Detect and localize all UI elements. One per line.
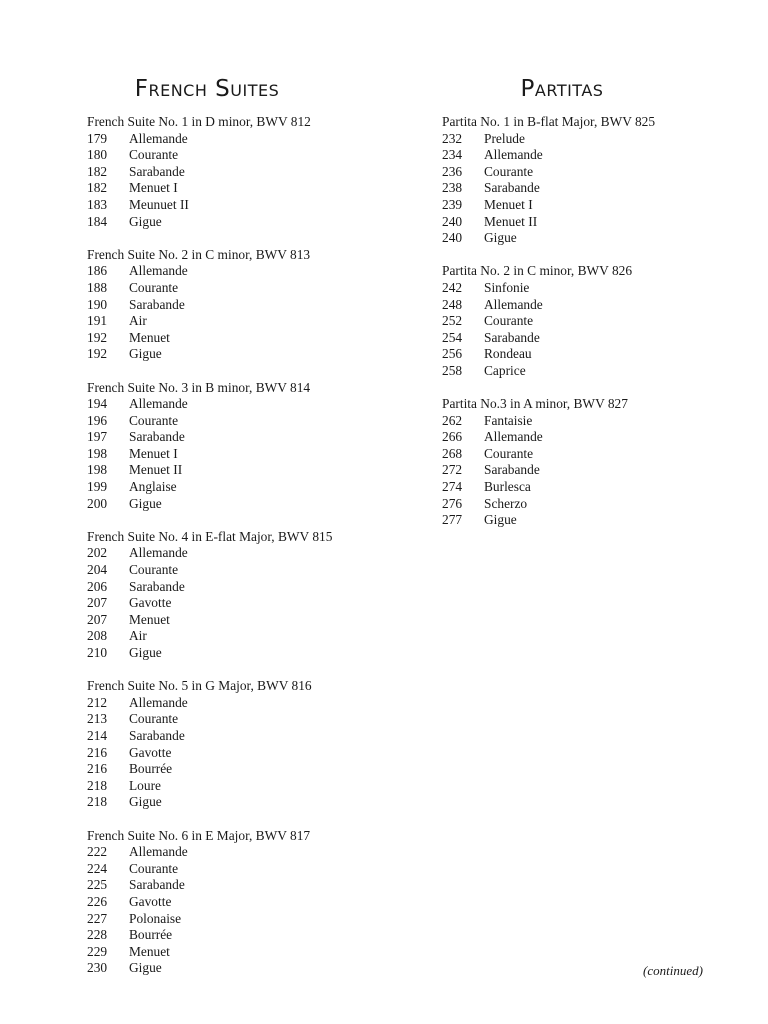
movement-name: Sarabande xyxy=(129,877,185,893)
movement-row xyxy=(442,280,742,297)
page-number: 191 xyxy=(87,313,108,329)
movement-name: Sarabande xyxy=(129,163,185,179)
page-number: 192 xyxy=(87,346,108,362)
movement-name: Scherzo xyxy=(484,495,528,511)
movement-row xyxy=(87,944,407,961)
page-number: 240 xyxy=(442,230,463,246)
movement-row xyxy=(87,147,407,164)
page-number: 222 xyxy=(87,844,108,860)
suite-title: French Suite No. 6 in E Major, BWV 817 xyxy=(87,827,311,843)
movement-name: Courante xyxy=(129,279,179,295)
movement-row xyxy=(87,479,407,496)
movement-row xyxy=(87,297,407,314)
continued-note: (continued) xyxy=(643,963,703,978)
page-number: 199 xyxy=(87,479,108,495)
suite-block xyxy=(442,396,742,529)
movement-row xyxy=(442,363,742,380)
movement-name: Courante xyxy=(484,313,534,329)
movement-row xyxy=(87,595,407,612)
movement-name: Allemande xyxy=(129,263,188,279)
heading-text: French Suites xyxy=(134,76,280,102)
movement-row xyxy=(442,147,742,164)
movement-name: Courante xyxy=(129,860,179,876)
movement-name: Gigue xyxy=(129,794,162,810)
movement-row xyxy=(442,230,742,247)
page-number: 206 xyxy=(87,578,108,594)
movement-name: Caprice xyxy=(484,362,526,378)
movement-name: Menuet xyxy=(129,611,170,627)
suite-title: Partita No.3 in A minor, BWV 827 xyxy=(442,396,628,412)
movement-row xyxy=(442,429,742,446)
movement-row xyxy=(442,462,742,479)
page-number: 258 xyxy=(442,362,463,378)
movement-name: Allemande xyxy=(129,694,188,710)
movement-name: Prelude xyxy=(484,130,525,146)
suite-block xyxy=(442,263,742,379)
page-number: 218 xyxy=(87,777,108,793)
heading-text: Partitas xyxy=(520,76,604,102)
movement-row xyxy=(87,330,407,347)
page-number: 232 xyxy=(442,130,463,146)
page-number: 239 xyxy=(442,196,463,212)
movement-name: Gigue xyxy=(484,512,517,528)
movement-name: Burlesca xyxy=(484,479,531,495)
partitas-heading xyxy=(442,72,682,106)
movement-row xyxy=(87,263,407,280)
suite-block xyxy=(87,247,407,363)
movement-name: Polonaise xyxy=(129,910,182,926)
movement-name: Menuet I xyxy=(129,445,178,461)
page-number: 214 xyxy=(87,727,108,743)
movement-name: Courante xyxy=(129,562,179,578)
page-number: 256 xyxy=(442,346,463,362)
page-number: 192 xyxy=(87,329,108,345)
movement-name: Gavotte xyxy=(129,744,172,760)
suite-block xyxy=(87,529,407,662)
page-number: 242 xyxy=(442,279,463,295)
page-number: 183 xyxy=(87,196,108,212)
movement-row xyxy=(87,413,407,430)
partitas-list xyxy=(442,114,742,529)
movement-name: Menuet II xyxy=(129,462,183,478)
page-number: 274 xyxy=(442,479,463,495)
movement-row xyxy=(442,496,742,513)
page-number: 254 xyxy=(442,329,463,345)
movement-row xyxy=(87,496,407,513)
movement-name: Rondeau xyxy=(484,346,532,362)
movement-row xyxy=(442,214,742,231)
movement-name: Air xyxy=(129,313,147,329)
suite-title: Partita No. 1 in B-flat Major, BWV 825 xyxy=(442,114,656,129)
movement-row xyxy=(87,745,407,762)
french-suites-heading xyxy=(57,72,357,106)
movement-row xyxy=(87,197,407,214)
movement-name: Sarabande xyxy=(129,727,185,743)
page-number: 230 xyxy=(87,960,108,976)
movement-row xyxy=(87,579,407,596)
page-number: 216 xyxy=(87,761,108,777)
page-number: 218 xyxy=(87,794,108,810)
movement-name: Gavotte xyxy=(129,595,172,611)
page-number: 227 xyxy=(87,910,108,926)
page-number: 190 xyxy=(87,296,108,312)
movement-name: Allemande xyxy=(484,296,543,312)
page-number: 272 xyxy=(442,462,463,478)
page-number: 197 xyxy=(87,429,108,445)
page-number: 202 xyxy=(87,545,108,561)
movement-row xyxy=(87,861,407,878)
page-number: 268 xyxy=(442,445,463,461)
movement-name: Allemande xyxy=(129,844,188,860)
movement-name: Sinfonie xyxy=(484,279,530,295)
page-number: 224 xyxy=(87,860,108,876)
page-number: 186 xyxy=(87,263,108,279)
page-number: 277 xyxy=(442,512,463,528)
page-number: 212 xyxy=(87,694,108,710)
page-number: 236 xyxy=(442,163,463,179)
page-number: 184 xyxy=(87,213,108,229)
page-number: 228 xyxy=(87,927,108,943)
movement-name: Gavotte xyxy=(129,893,172,909)
movement-row xyxy=(442,446,742,463)
movement-row xyxy=(442,512,742,529)
movement-row xyxy=(87,728,407,745)
movement-name: Sarabande xyxy=(129,429,185,445)
page-number: 207 xyxy=(87,595,108,611)
movement-row xyxy=(87,346,407,363)
movement-row xyxy=(442,297,742,314)
page-number: 225 xyxy=(87,877,108,893)
movement-name: Gigue xyxy=(129,645,162,660)
movement-name: Air xyxy=(129,628,147,644)
movement-name: Courante xyxy=(129,711,179,727)
movement-row xyxy=(87,711,407,728)
movement-name: Allemande xyxy=(129,545,188,561)
movement-row xyxy=(87,462,407,479)
movement-row xyxy=(442,197,742,214)
french-suites-column xyxy=(87,72,407,993)
movement-row xyxy=(87,778,407,795)
suite-title: French Suite No. 3 in B minor, BWV 814 xyxy=(87,379,311,395)
movement-name: Courante xyxy=(484,163,534,179)
page-number: 210 xyxy=(87,645,108,660)
page-number: 180 xyxy=(87,147,108,163)
suite-block xyxy=(87,828,407,977)
page-number: 262 xyxy=(442,412,463,428)
movement-name: Courante xyxy=(129,412,179,428)
movement-row xyxy=(442,330,742,347)
movement-name: Sarabande xyxy=(484,462,540,478)
suite-title: Partita No. 2 in C minor, BWV 826 xyxy=(442,263,633,279)
movement-row xyxy=(87,396,407,413)
partitas-column xyxy=(442,72,742,545)
movement-row xyxy=(442,131,742,148)
suite-title: French Suite No. 5 in G Major, BWV 816 xyxy=(87,678,312,694)
suite-block xyxy=(87,114,407,230)
page-number: 208 xyxy=(87,628,108,644)
movement-row xyxy=(87,180,407,197)
movement-name: Sarabande xyxy=(484,180,540,196)
movement-name: Anglaise xyxy=(129,479,177,495)
page-number: 196 xyxy=(87,412,108,428)
suite-title: French Suite No. 4 in E-flat Major, BWV 815 xyxy=(87,528,333,544)
movement-name: Sarabande xyxy=(129,296,185,312)
movement-name: Courante xyxy=(484,445,534,461)
movement-name: Gigue xyxy=(129,495,162,511)
page-number: 188 xyxy=(87,279,108,295)
movement-name: Menuet xyxy=(129,329,170,345)
page-number: 240 xyxy=(442,213,463,229)
page-number: 194 xyxy=(87,396,108,412)
movement-row xyxy=(87,429,407,446)
page-number: 266 xyxy=(442,429,463,445)
movement-row xyxy=(87,545,407,562)
page-number: 216 xyxy=(87,744,108,760)
movement-name: Meunuet II xyxy=(129,196,189,212)
movement-row xyxy=(442,180,742,197)
page-number: 182 xyxy=(87,163,108,179)
page-number: 213 xyxy=(87,711,108,727)
movement-row xyxy=(87,894,407,911)
movement-name: Menuet II xyxy=(484,213,538,229)
movement-row xyxy=(87,612,407,629)
page-number: 229 xyxy=(87,943,108,959)
page-number: 226 xyxy=(87,893,108,909)
movement-name: Gigue xyxy=(129,346,162,362)
page-number: 179 xyxy=(87,130,108,146)
movement-row xyxy=(87,446,407,463)
movement-row xyxy=(442,313,742,330)
movement-row xyxy=(87,214,407,231)
movement-name: Bourrée xyxy=(129,927,173,943)
page-number: 207 xyxy=(87,611,108,627)
movement-row xyxy=(87,794,407,811)
movement-row xyxy=(87,877,407,894)
page-number: 234 xyxy=(442,147,463,163)
movement-name: Menuet I xyxy=(129,180,178,196)
movement-row xyxy=(87,761,407,778)
movement-row xyxy=(87,645,407,662)
movement-name: Loure xyxy=(129,777,161,793)
movement-name: Sarabande xyxy=(129,578,185,594)
movement-row xyxy=(442,479,742,496)
suite-block xyxy=(87,678,407,811)
movement-row xyxy=(87,695,407,712)
movement-name: Gigue xyxy=(129,213,162,229)
movement-name: Gigue xyxy=(484,230,517,246)
suite-block xyxy=(87,380,407,513)
movement-row xyxy=(87,628,407,645)
page-number: 276 xyxy=(442,495,463,511)
movement-name: Allemande xyxy=(129,396,188,412)
movement-row xyxy=(87,960,407,977)
movement-row xyxy=(442,164,742,181)
french-suites-list xyxy=(87,114,407,977)
movement-row xyxy=(87,280,407,297)
movement-row xyxy=(87,562,407,579)
page-number: 200 xyxy=(87,495,108,511)
movement-row xyxy=(87,313,407,330)
movement-name: Allemande xyxy=(129,130,188,146)
movement-row xyxy=(87,164,407,181)
movement-row xyxy=(442,346,742,363)
page-number: 198 xyxy=(87,445,108,461)
page-number: 198 xyxy=(87,462,108,478)
suite-title: French Suite No. 2 in C minor, BWV 813 xyxy=(87,246,311,262)
page-number: 248 xyxy=(442,296,463,312)
movement-name: Bourrée xyxy=(129,761,173,777)
movement-name: Sarabande xyxy=(484,329,540,345)
suite-title: French Suite No. 1 in D minor, BWV 812 xyxy=(87,114,311,129)
movement-name: Menuet xyxy=(129,943,170,959)
suite-block xyxy=(442,114,742,247)
movement-name: Courante xyxy=(129,147,179,163)
movement-name: Allemande xyxy=(484,429,543,445)
movement-name: Fantaisie xyxy=(484,412,533,428)
page-number: 252 xyxy=(442,313,463,329)
movement-row xyxy=(87,927,407,944)
movement-row xyxy=(87,844,407,861)
page-number: 238 xyxy=(442,180,463,196)
movement-name: Allemande xyxy=(484,147,543,163)
movement-name: Menuet I xyxy=(484,196,533,212)
movement-row xyxy=(87,131,407,148)
movement-name: Gigue xyxy=(129,960,162,976)
page-number: 182 xyxy=(87,180,108,196)
page-number: 204 xyxy=(87,562,108,578)
movement-row xyxy=(442,413,742,430)
movement-row xyxy=(87,911,407,928)
